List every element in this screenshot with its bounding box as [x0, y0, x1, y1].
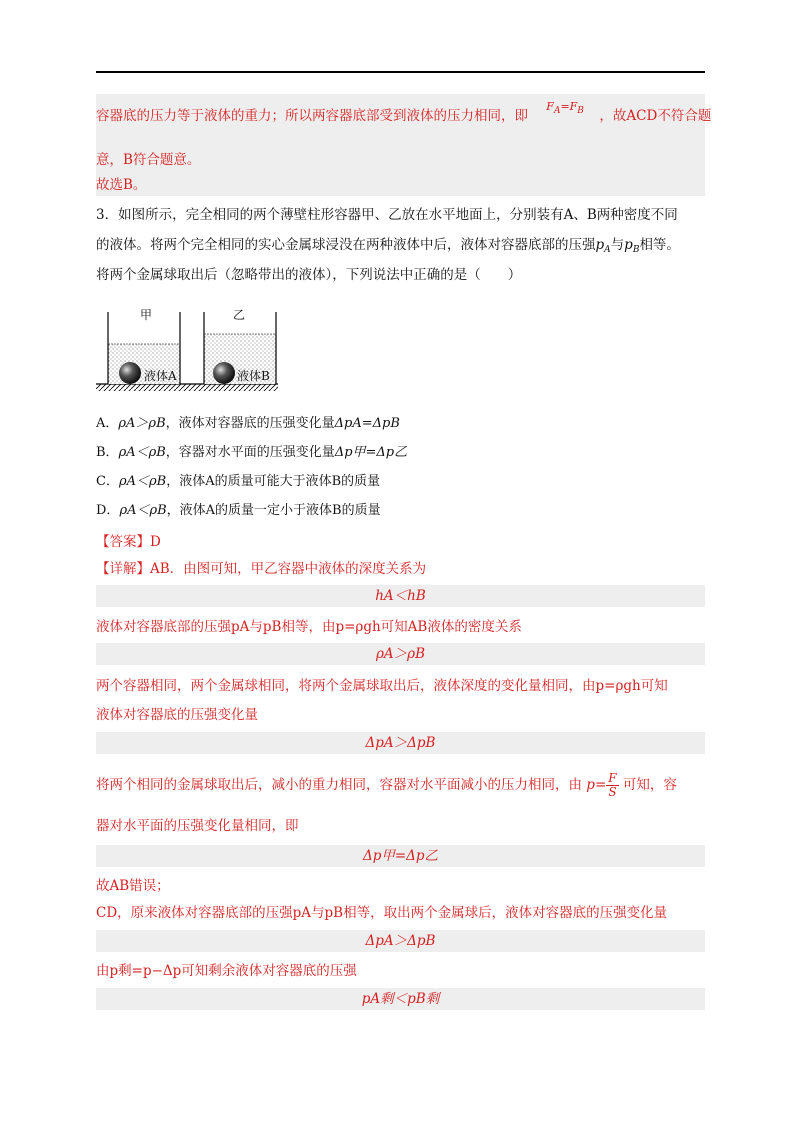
- question-line-3: 将两个金属球取出后（忽略带出的液体），下列说法中正确的是（ ）: [96, 267, 522, 283]
- answer-label: 【答案】D: [96, 534, 161, 550]
- formula-fa-eq-fb: FA=FB: [546, 100, 584, 116]
- liquid-a-label: 液体A: [144, 369, 177, 383]
- header-rule: [96, 71, 705, 73]
- equation-6: pA剩＜pB剩: [361, 991, 440, 1007]
- equation-3: ΔpA＞ΔpB: [365, 735, 436, 751]
- option-d: D．ρA＜ρB，液体A的质量一定小于液体B的质量: [96, 503, 381, 518]
- equation-4: Δp甲=Δp乙: [362, 848, 439, 864]
- solution-line-2: 意，B符合题意。: [96, 152, 201, 168]
- option-c: C．ρA＜ρB，液体A的质量可能大于液体B的质量: [96, 474, 381, 489]
- equation-5: ΔpA＞ΔpB: [365, 933, 436, 949]
- equation-2: ρA＞ρB: [375, 646, 426, 662]
- question-line-1: 3．如图所示，完全相同的两个薄壁柱形容器甲、乙放在水平地面上，分别装有A、B两种密度不同: [96, 207, 678, 223]
- detail-line-9: 由p剩=p−Δp可知剩余液体对容器底的压强: [96, 963, 357, 979]
- fraction-f-over-s: $\frac{F}{S}$: [608, 771, 617, 799]
- equation-1: hA＜hB: [375, 588, 426, 604]
- option-a: A．ρA＞ρB，液体对容器底的压强变化量ΔpA=ΔpB: [96, 416, 400, 431]
- detail-line-8: CD，原来液体对容器底部的压强pA与pB相等，取出两个金属球后，液体对容器底的压强变化量: [96, 905, 668, 921]
- detail-line-4: 液体对容器底的压强变化量: [96, 707, 258, 723]
- container-jia-label: 甲: [140, 308, 153, 322]
- detail-line-5: 将两个相同的金属球取出后，减小的重力相同，容器对水平面减小的压力相同，由 p= $\frac{F}{S}$ 可知，容: [96, 771, 677, 799]
- liquid-b-label: 液体B: [237, 369, 270, 383]
- question-line-2: 的液体。将两个完全相同的实心金属球浸没在两种液体中后，液体对容器底部的压强$p_A$与$p_B$相等。: [96, 237, 680, 255]
- detail-line-6: 器对水平面的压强变化量相同，即: [96, 818, 299, 834]
- detail-line-2: 液体对容器底部的压强pA与pB相等，由p=ρgh可知AB液体的密度关系: [96, 619, 522, 635]
- detail-line-7: 故AB错误；: [96, 878, 170, 894]
- container-yi-label: 乙: [233, 308, 246, 322]
- solution-line-3: 故选B。: [96, 177, 147, 193]
- solution-line-1: 容器底的压力等于液体的重力；所以两容器底部受到液体的压力相同，即 $^{F_A=F_B}$ ，故ACD不符合题: [96, 100, 712, 124]
- detail-line-3: 两个容器相同，两个金属球相同，将两个金属球取出后，液体深度的变化量相同，由p=ρgh可知: [96, 678, 668, 694]
- container-figure: [96, 304, 286, 396]
- option-b: B．ρA＜ρB，容器对水平面的压强变化量Δp甲=Δp乙: [96, 445, 408, 460]
- detail-line-1: 【详解】AB．由图可知，甲乙容器中液体的深度关系为: [96, 561, 427, 577]
